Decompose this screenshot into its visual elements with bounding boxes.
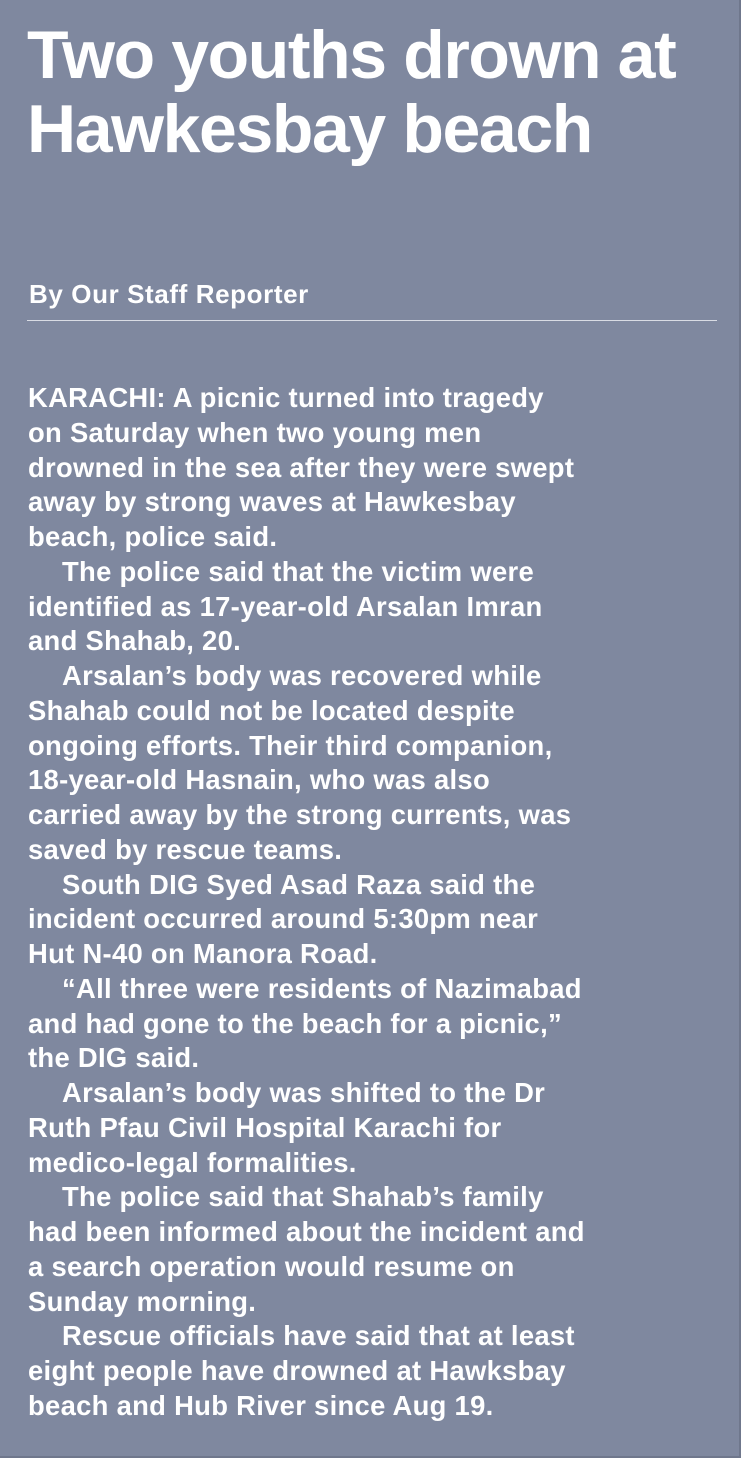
text-line: carried away by the strong currents, was [28,799,572,830]
text-line: South DIG Syed Asad Raza said the [62,868,536,900]
text-line: The police said that the victim were [62,555,535,587]
text-line: drowned in the sea after they were swept [28,451,575,483]
text-line: saved by rescue teams. [28,833,343,865]
text-line: 18-year-old Hasnain, who was also [28,764,490,796]
text-line: Arsalan’s body was recovered while [62,660,542,691]
text-line: Shahab could not be located despite [28,694,515,726]
text-line: had been informed about the incident and [28,1216,585,1247]
text-line: Hut N-40 on Manora Road. [28,938,378,969]
paragraph-8 [28,1319,728,1423]
text-line: The police said that Shahab’s family [62,1181,544,1213]
text-line: Arsalan’s body was shifted to the Dr [62,1077,546,1108]
text-line: and Shahab, 20. [28,625,242,657]
paragraph-6 [28,1076,728,1180]
text-line: Ruth Pfau Civil Hospital Karachi for [28,1111,502,1143]
text-line: eight people have drowned at Hawksbay [28,1355,566,1386]
text-line: Sunday morning. [28,1285,257,1317]
paragraph-5 [28,972,728,1076]
headline: Two youths drown at Hawkesbay beach [27,17,676,167]
text-line: and had gone to the beach for a picnic,” [28,1007,562,1039]
text-line: incident occurred around 5:30pm near [28,903,539,935]
text-line: a search operation would resume on [28,1250,515,1282]
text-line: beach and Hub River since Aug 19. [28,1389,494,1421]
article-body [28,381,728,1424]
paragraph-3 [28,659,728,868]
text-line: the DIG said. [28,1042,200,1074]
text-line: “All three were residents of Nazimabad [62,972,582,1004]
paragraph-2 [28,555,728,659]
text-line: medico-legal formalities. [28,1146,357,1178]
byline-divider [27,320,717,321]
byline: By Our Staff Reporter [29,279,309,309]
paragraph-7 [28,1180,728,1319]
text-line: identified as 17-year-old Arsalan Imran [28,590,543,622]
text-line: Rescue officials have said that at least [62,1320,575,1352]
text-line: KARACHI: A picnic turned into tragedy [28,382,544,413]
text-line: on Saturday when two young men [28,416,482,448]
paragraph-1 [28,381,728,555]
paragraph-4 [28,868,728,972]
text-line: away by strong waves at Hawkesbay [28,486,516,518]
text-line: beach, police said. [28,521,278,552]
text-line: ongoing efforts. Their third companion, [28,729,553,761]
